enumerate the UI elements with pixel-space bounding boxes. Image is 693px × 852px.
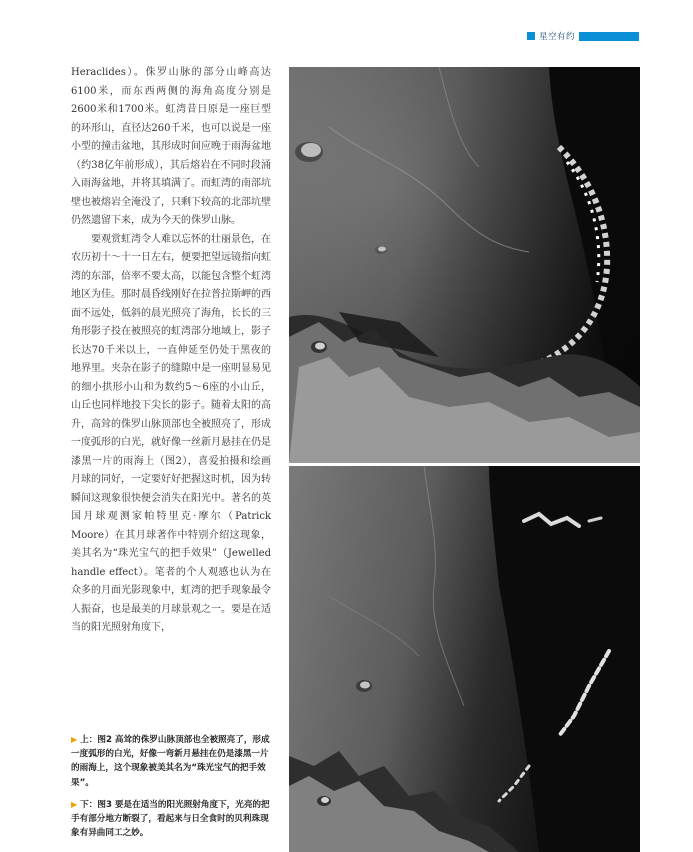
header-square-marker bbox=[527, 32, 535, 40]
moon-photo-fig3 bbox=[289, 466, 640, 852]
triangle-marker-icon: ▶ bbox=[71, 799, 78, 809]
moon-photo-fig2 bbox=[289, 67, 640, 463]
article-paragraph: 要观赏虹湾令人难以忘怀的壮丽景色，在农历初十～十一日左右，便要把望远镜指向虹湾的东部，倍率不要太高，以能包含整个虹湾地区为佳。那时晨昏线刚好在拉普拉斯岬的西面不远处，低斜的晨光照亮了海角，长长的三角形影子投在被照亮的虹湾部分地域上，影子长达70千米以上，一直伸延至仍处于黑夜的地界里。夹杂在影子的缝隙中是一座明显易见的细小拱形小山和为数约5～6座的小山丘，山丘也同样地投下尖长的影子。随着太阳的高升，高耸的侏罗山脉顶部也全被照亮了，形成一度弧形的白光，就好像一丝新月悬挂在仍是漆黑一片的雨海上（图2），喜爱拍摄和绘画月球的同好，一定要好好把握这时机，因为转瞬间这现象很快便会消失在阳光中。著名的英国月球观测家帕特里克·摩尔（Patrick Moore）在其月球著作中特别介绍这现象，美其名为“珠光宝气的把手效果”（Jewelled handle effect）。笔者的个人观感也认为在众多的月面光影现象中，虹湾的把手现象最令人振奋，也是最美的月球景观之一。要是在适当的阳光照射角度下， bbox=[71, 233, 271, 633]
triangle-marker-icon: ▶ bbox=[71, 735, 78, 744]
article-paragraph: Heraclides）。侏罗山脉的部分山峰高达6100米，而东西两侧的海角高度分别是2600米和1700米。虹湾昔日原是一座巨型的环形山，直径达260千米，也可以说是一座小型的撞击盆地，其形成时间应晚于雨海盆地（约38亿年前形成），其后熔岩在不同时段涌入雨海盆地，并将其填满了。而虹湾的南部坑壁也被熔岩全淹没了，只剩下较高的北部坑壁仍然遗留下来，成为今天的侏罗山脉。 bbox=[71, 67, 271, 226]
article-body bbox=[71, 64, 271, 638]
caption-fig3 bbox=[71, 798, 271, 841]
header-accent-bar bbox=[579, 32, 639, 41]
figure-captions bbox=[71, 733, 271, 848]
section-title: 星空有约 bbox=[538, 32, 575, 42]
caption-fig2 bbox=[71, 733, 271, 790]
page-header bbox=[527, 30, 639, 42]
caption-text: 上：图2 高耸的侏罗山脉顶部也全被照亮了，形成一度弧形的白光，好像一弯新月悬挂在仍是漆黑一片的雨海上，这个现象被美其名为“珠光宝气的把手效果”。 bbox=[71, 735, 270, 788]
caption-text: 下：图3 要是在适当的阳光照射角度下，光亮的把手有部分地方断裂了，看起来与日全食时的贝利珠现象有异曲同工之妙。 bbox=[71, 799, 270, 839]
